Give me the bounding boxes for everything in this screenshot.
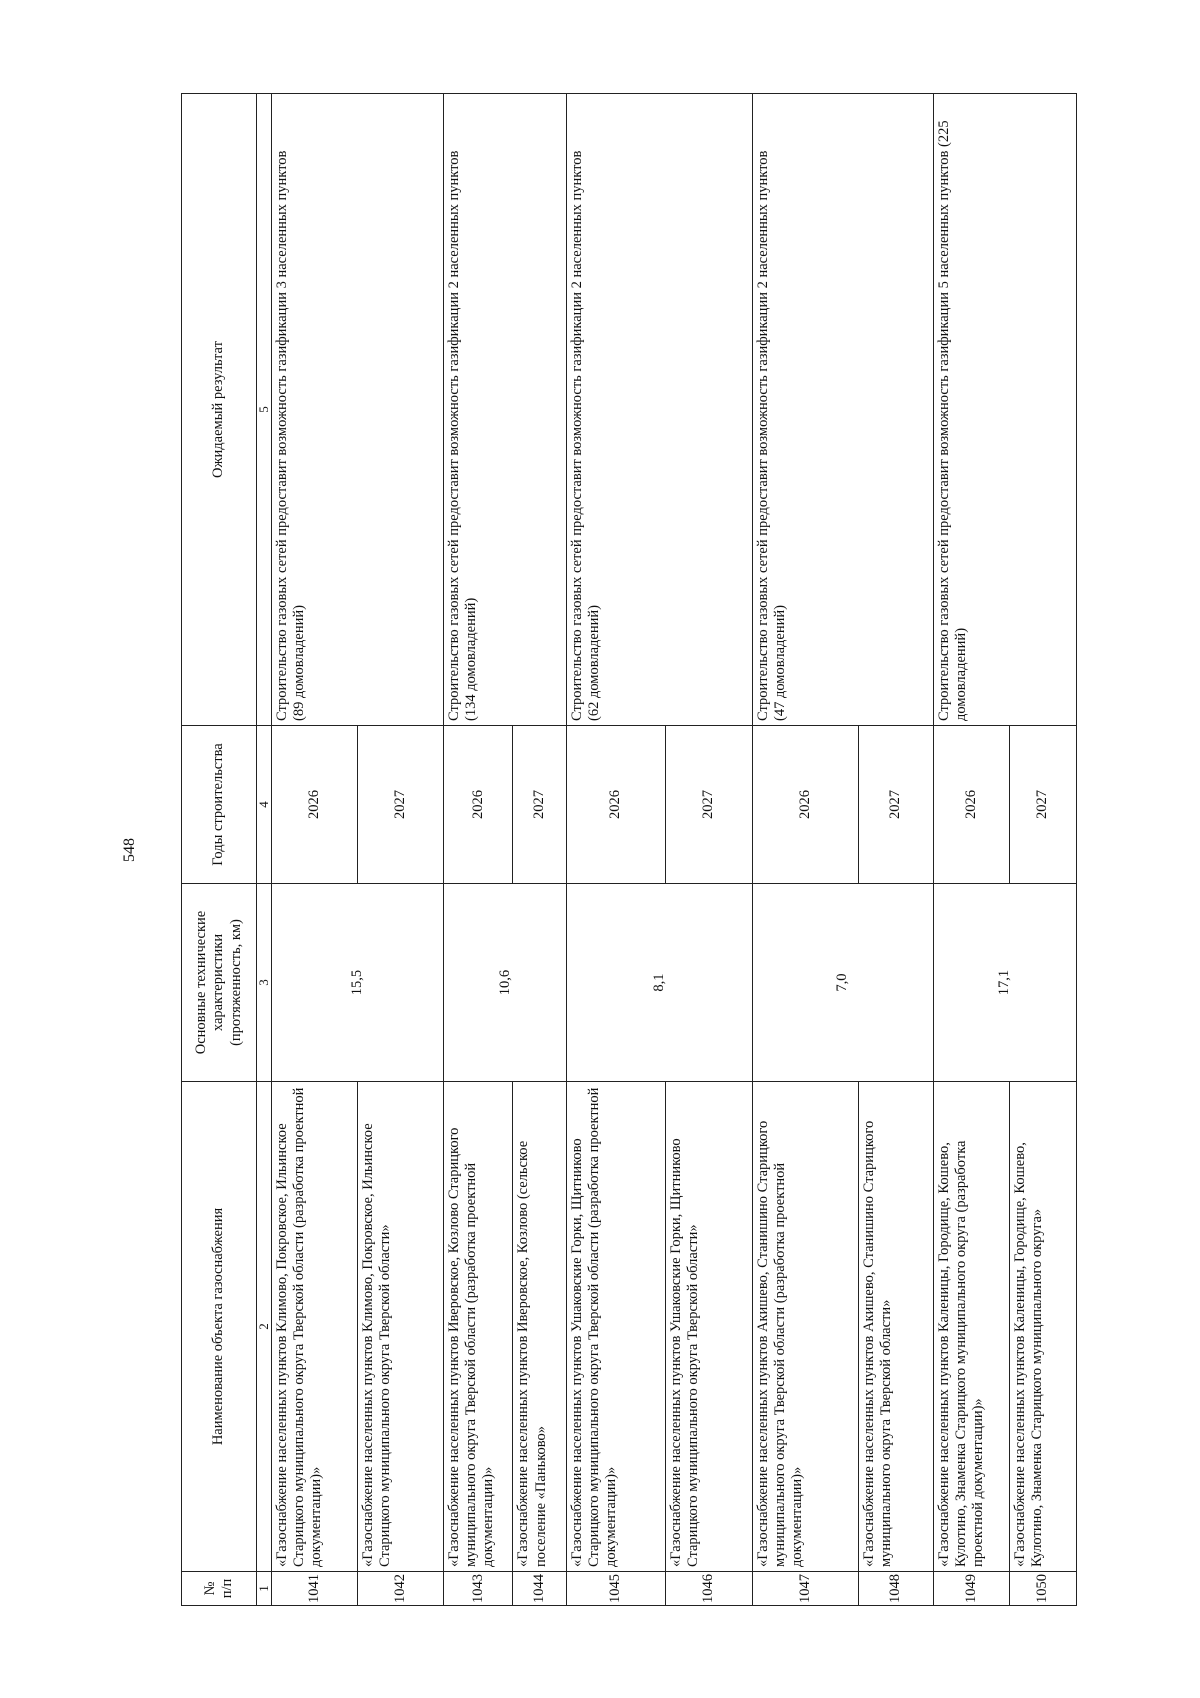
page-number: 548 bbox=[121, 838, 138, 862]
expected-result: Строительство газовых сетей предоставит возможность газификации 2 населенных пунктов (62 домовладений) bbox=[567, 94, 753, 726]
rotated-table-container bbox=[181, 94, 1077, 1606]
construction-year: 2026 bbox=[933, 726, 1009, 884]
construction-year: 2027 bbox=[358, 726, 444, 884]
column-number: 3 bbox=[257, 884, 272, 1082]
pipeline-length: 15,5 bbox=[272, 884, 444, 1082]
row-number: 1041 bbox=[272, 1572, 358, 1606]
row-number: 1045 bbox=[567, 1572, 665, 1606]
pipeline-length: 7,0 bbox=[752, 884, 933, 1082]
expected-result: Строительство газовых сетей предоставит возможность газификации 2 населенных пунктов (47 домовладений) bbox=[752, 94, 933, 726]
object-name: «Газоснабжение населенных пунктов Иверовское, Козлово Старицкого муниципального округа Тверской области (разработка проектной документации)» bbox=[444, 1082, 513, 1572]
column-number: 5 bbox=[257, 94, 272, 726]
construction-year: 2027 bbox=[513, 726, 567, 884]
column-number-row bbox=[257, 94, 272, 1606]
object-name: «Газоснабжение населенных пунктов Иверовское, Козлово (сельское поселение «Паньково» bbox=[513, 1082, 567, 1572]
construction-year: 2027 bbox=[1009, 726, 1076, 884]
row-number: 1049 bbox=[933, 1572, 1009, 1606]
object-name: «Газоснабжение населенных пунктов Ушаковские Горки, Щитниково Старицкого муниципального округа Тверской области» bbox=[665, 1082, 752, 1572]
object-name: «Газоснабжение населенных пунктов Климово, Покровское, Ильинское Старицкого муниципального округа Тверской области» bbox=[358, 1082, 444, 1572]
object-name: «Газоснабжение населенных пунктов Каленицы, Городище, Кошево, Кулотино, Знаменка Старицкого муниципального округа» bbox=[1009, 1082, 1076, 1572]
column-number: 4 bbox=[257, 726, 272, 884]
object-name: «Газоснабжение населенных пунктов Акишево, Станишино Старицкого муниципального округа Тверской области (разработка проектной документации)» bbox=[752, 1082, 858, 1572]
column-number: 2 bbox=[257, 1082, 272, 1572]
row-number: 1046 bbox=[665, 1572, 752, 1606]
table-row bbox=[752, 94, 858, 1606]
construction-year: 2026 bbox=[444, 726, 513, 884]
header-years: Годы строительства bbox=[182, 726, 257, 884]
column-number: 1 bbox=[257, 1572, 272, 1606]
table-row bbox=[272, 94, 358, 1606]
row-number: 1047 bbox=[752, 1572, 858, 1606]
pipeline-length: 10,6 bbox=[444, 884, 567, 1082]
table-row bbox=[444, 94, 513, 1606]
expected-result: Строительство газовых сетей предоставит возможность газификации 5 населенных пунктов (225 домовладений) bbox=[933, 94, 1076, 726]
row-number: 1050 bbox=[1009, 1572, 1076, 1606]
row-number: 1048 bbox=[858, 1572, 933, 1606]
object-name: «Газоснабжение населенных пунктов Климово, Покровское, Ильинское Старицкого муниципального округа Тверской области (разработка проектной документации)» bbox=[272, 1082, 358, 1572]
row-number: 1044 bbox=[513, 1572, 567, 1606]
expected-result: Строительство газовых сетей предоставит возможность газификации 2 населенных пунктов (134 домовладений) bbox=[444, 94, 567, 726]
header-result: Ожидаемый результат bbox=[182, 94, 257, 726]
construction-year: 2027 bbox=[858, 726, 933, 884]
row-number: 1042 bbox=[358, 1572, 444, 1606]
construction-year: 2027 bbox=[665, 726, 752, 884]
pipeline-length: 8,1 bbox=[567, 884, 753, 1082]
table-row bbox=[933, 94, 1009, 1606]
header-name: Наименование объекта газоснабжения bbox=[182, 1082, 257, 1572]
gas-supply-table bbox=[181, 93, 1077, 1606]
expected-result: Строительство газовых сетей предоставит возможность газификации 3 населенных пунктов (89 домовладений) bbox=[272, 94, 444, 726]
header-num: № п/п bbox=[182, 1572, 257, 1606]
object-name: «Газоснабжение населенных пунктов Каленицы, Городище, Кошево, Кулотино, Знаменка Старицкого муниципального округа (разработка проектной документации)» bbox=[933, 1082, 1009, 1572]
construction-year: 2026 bbox=[567, 726, 665, 884]
row-number: 1043 bbox=[444, 1572, 513, 1606]
table-row bbox=[567, 94, 665, 1606]
object-name: «Газоснабжение населенных пунктов Акишево, Станишино Старицкого муниципального округа Тверской области» bbox=[858, 1082, 933, 1572]
construction-year: 2026 bbox=[752, 726, 858, 884]
header-tech: Основные технические характеристики (протяженность, км) bbox=[182, 884, 257, 1082]
construction-year: 2026 bbox=[272, 726, 358, 884]
pipeline-length: 17,1 bbox=[933, 884, 1076, 1082]
header-row bbox=[182, 94, 257, 1606]
object-name: «Газоснабжение населенных пунктов Ушаковские Горки, Щитниково Старицкого муниципального округа Тверской области (разработка проектной документации)» bbox=[567, 1082, 665, 1572]
